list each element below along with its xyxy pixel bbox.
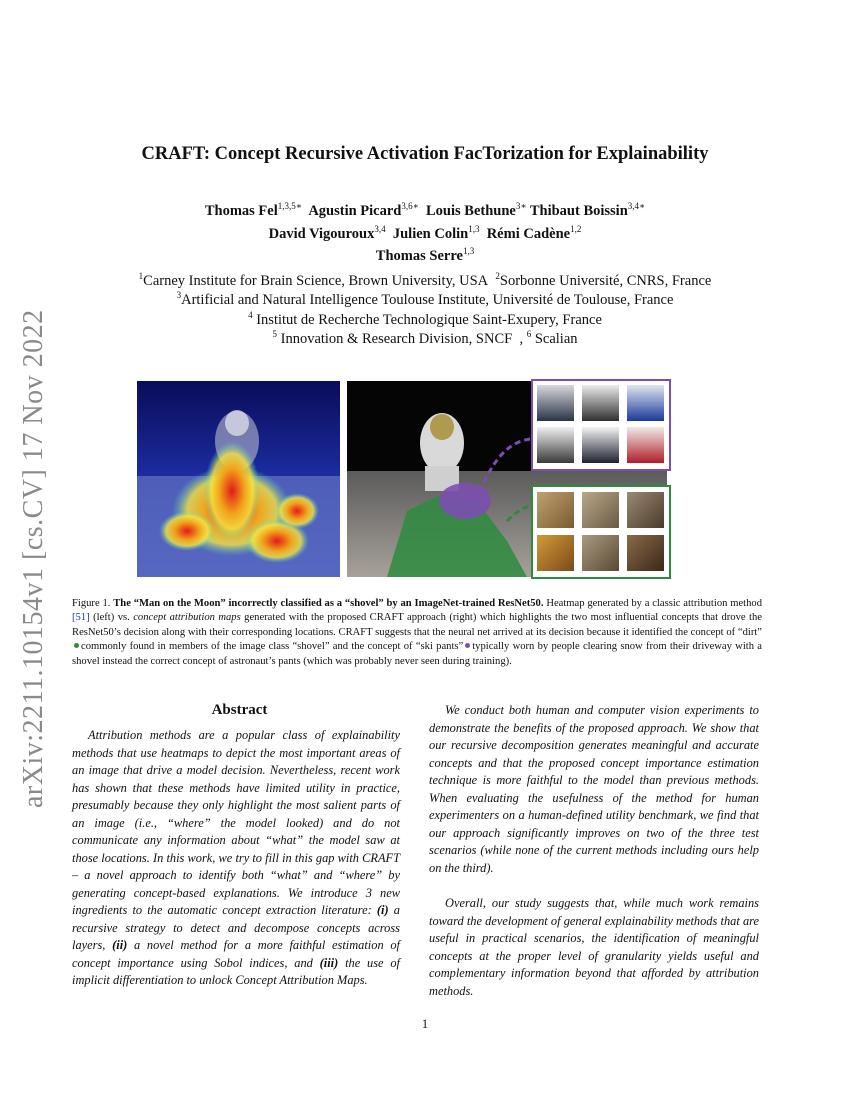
concept-panel-ski-pants (531, 379, 671, 471)
page-number: 1 (421, 1017, 429, 1031)
heatmap-svg (137, 381, 340, 577)
author-sup: 1,2 (570, 224, 582, 234)
affiliation-line-1 (0, 271, 850, 290)
concept-tile (582, 535, 619, 571)
author-name: Louis Bethune (425, 202, 516, 219)
affil-sup: 4 (248, 310, 253, 320)
concept-tile (582, 385, 619, 421)
affiliation: Sorbonne Université, CNRS, France (499, 272, 712, 289)
concept-tile (627, 427, 664, 463)
affil-sup: 2 (495, 271, 500, 281)
author-name: Agustin Picard (308, 202, 402, 219)
affiliation-line-4: $^5$ Innovation & Research Division, SNCF , $^6$ Scalian (272, 329, 578, 347)
abstract-enum: (i) (376, 903, 389, 917)
right-column (429, 702, 759, 1000)
abstract-body (72, 727, 400, 990)
author-line-2 (0, 224, 850, 243)
concept-tile (537, 385, 574, 421)
affil-sup: 6 (526, 329, 532, 339)
concept-panel-dirt (531, 485, 671, 579)
concept-tile (582, 492, 619, 528)
paper-title: CRAFT: Concept Recursive Activation FacTorization for Explainability (141, 144, 709, 164)
concept-tile (537, 492, 574, 528)
citation-link[interactable]: [51] (72, 612, 90, 624)
caption-emphasis: concept attribution maps (133, 612, 241, 624)
caption-bold: The “Man on the Moon” incorrectly classified as a “shovel” by an ImageNet-trained ResNet50. (113, 598, 544, 609)
abstract-heading: Abstract (211, 702, 268, 718)
affil-sup: 3 (176, 290, 182, 300)
affiliation-line-2 (0, 290, 850, 309)
author-name: Julien Colin (392, 225, 469, 242)
caption-text: Heatmap generated by a classic attribution method (546, 598, 762, 609)
author-sup: 3,6∗ (401, 201, 419, 211)
concept-tile (627, 385, 664, 421)
arxiv-stamp: arXiv:2211.10154v1 [cs.CV] 17 Nov 2022 (18, 309, 49, 808)
author-sup: 1,3 (468, 224, 480, 234)
author-sup: 3,4 (374, 224, 386, 234)
caption-text: typically worn by people clearing snow from their driveway with a shovel instead the correct concept of astronaut’s pants (which was probably never seen during training). (72, 641, 762, 667)
affiliation: Scalian (534, 330, 578, 347)
author-sup: 1,3 (462, 246, 475, 256)
figure-heatmap-image (137, 381, 340, 577)
abstract-enum: (ii) (112, 938, 128, 952)
abstract-text: the use of implicit differentiation to unlock Concept Attribution Maps. (72, 955, 400, 987)
right-paragraph-1: We conduct both human and computer vision experiments to demonstrate the benefits of the proposed approach. We show that our recursive decomposition generates meaningful and accurate concepts and that the proposed concept importance estimation technique is more faithful to the model than previous methods. When evaluating the usefulness of the method for human experimenters on a human-defined utility benchmark, we find that our approach significantly improves on two of the three test scenarios (while none of the current methods including ours help on the third). (429, 703, 759, 875)
figure-caption (72, 597, 762, 669)
abstract-text: a recursive strategy to detect and decompose concepts across layers, (72, 903, 400, 952)
affiliation-line-3 (0, 310, 850, 329)
author-sup: 3∗ (515, 201, 527, 211)
caption-text: (left) vs. (93, 612, 130, 624)
affil-sup: 1 (138, 271, 144, 281)
affiliation: Innovation & Research Division, SNCF (280, 330, 513, 347)
author-line-3 (0, 246, 850, 265)
concept-tile (537, 427, 574, 463)
author-name: Thomas Serre (375, 247, 463, 264)
affil-sup: 5 (272, 329, 277, 339)
abstract-text: Attribution methods are a popular class of explainability methods that use heatmaps to depict the most important areas of an image that drive a model decision. Nevertheless, recent work has shown that these methods have limited utility in practice, presumably because they only highlight the most salient parts of an image (i.e., “where” the model looked) and do not communicate any information about “what” the model saw at those locations. In this work, we try to fill in this gap with CRAFT – a novel approach to identify both “what” and “where” by generating concept-based explanations. We introduce 3 new ingredients to the automatic concept extraction literature: (72, 728, 400, 917)
caption-label: Figure 1. (72, 598, 111, 609)
affiliation: Carney Institute for Brain Science, Brown University, USA (143, 272, 489, 289)
author-line-1 (0, 201, 850, 220)
author-name: Thibaut Boissin (529, 202, 628, 219)
author-sup: 3,4∗ (627, 201, 646, 211)
concept-tile (537, 535, 574, 571)
author-name: Thomas Fel (204, 202, 278, 219)
caption-text: commonly found in members of the image class “shovel” and the concept of “ski pants” (81, 641, 464, 653)
author-sup: 1,3,5∗ (277, 201, 302, 211)
author-name: David Vigouroux (268, 225, 375, 242)
affiliation: Artificial and Natural Intelligence Toulouse Institute, Université de Toulouse, France (181, 291, 674, 308)
concept-tile (582, 427, 619, 463)
ski-pants-dot-icon (465, 643, 470, 648)
caption-text: generated with the proposed CRAFT approach (right) which highlights the two most influential concepts that drove the ResNet50’s decision along with their corresponding locations. CRAFT suggests that the neural net arrived at its decision because it identified the concept of “dirt” (72, 612, 762, 638)
dirt-dot-icon (74, 643, 79, 648)
concept-tile (627, 535, 664, 571)
abstract-text: a novel method for a more faithful estimation of concept importance using Sobol indices, and (72, 938, 400, 970)
affiliation: Institut de Recherche Technologique Saint-Exupery, France (256, 311, 602, 328)
author-name: Rémi Cadène (486, 225, 571, 242)
concept-tile (627, 492, 664, 528)
right-paragraph-2: Overall, our study suggests that, while much work remains toward the development of general explainability methods that are useful in practical scenarios, the identification of meaningful concepts at the proper level of granularity yields useful and complementary information beyond that afforded by attribution methods. (429, 896, 759, 998)
abstract-enum: (iii) (319, 955, 339, 970)
